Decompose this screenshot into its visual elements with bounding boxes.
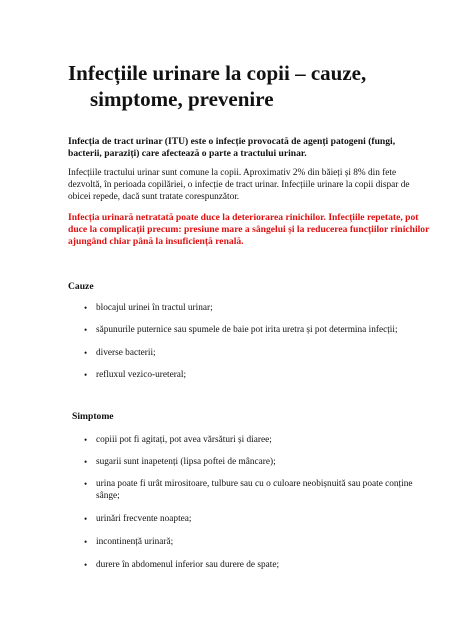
bullet-icon: • [84,370,88,380]
list-item-text: durere în abdomenul inferior sau durere de spate; [96,560,280,570]
bullet-icon: • [84,560,88,570]
bullet-icon: • [84,514,88,524]
intro-definition: Infecția de tract urinar (ITU) este o infecție provocată de agenți patogeni (fungi, bacterii, paraziți) care afectează o parte a tractului urinar. [68,136,396,159]
list-item-text: blocajul urinei în tractul urinar; [96,303,213,313]
title-line-1: Infecțiile urinare la copii – cauze, [68,61,367,85]
list-item-text: săpunurile puternice sau spumele de baie pot irita uretra și pot determina infecții; [96,325,398,335]
list-item-text: copiii pot fi agitați, pot avea vărsături și diaree; [96,435,272,445]
bullet-icon: • [84,537,88,547]
bullet-icon: • [84,479,88,489]
bullet-icon: • [84,457,88,467]
list-item-text: refluxul vezico-ureteral; [96,370,187,380]
list-item-text: urinări frecvente noaptea; [96,514,192,524]
list-item-text: urina poate fi urât mirositoare, tulbure sau cu o culoare neobișnuită sau poate conține sânge; [96,479,413,501]
bullet-icon: • [84,303,88,313]
warning-paragraph: Infecția urinară netratată poate duce la deteriorarea rinichilor. Infecțiile repetate, pot duce la complicații precum: presiune mare a sângelui și la reducerea funcțiilor rinichilor ajungând chiar până la insuficiență renală. [68,212,430,247]
title-line-2: simptome, prevenire [90,87,274,111]
bullet-icon: • [84,325,88,335]
list-item-text: incontinență urinară; [96,537,174,547]
list-item-text: sugarii sunt inapetenți (lipsa poftei de mâncare); [96,457,276,467]
intro-paragraph: Infecțiile tractului urinar sunt comune la copii. Aproximativ 2% din băieți și 8% din fete dezvoltă, în perioada copilăriei, o infecție de tract urinar. Infecțiile urinare la copii dispar de obicei repede, dacă sunt tratate corespunzător. [68,168,410,202]
cauze-heading: Cauze [68,281,94,292]
list-item-text: diverse bacterii; [96,348,156,358]
document-title [68,60,428,112]
bullet-icon: • [84,348,88,358]
bullet-icon: • [84,435,88,445]
simptome-heading: Simptome [72,411,114,422]
